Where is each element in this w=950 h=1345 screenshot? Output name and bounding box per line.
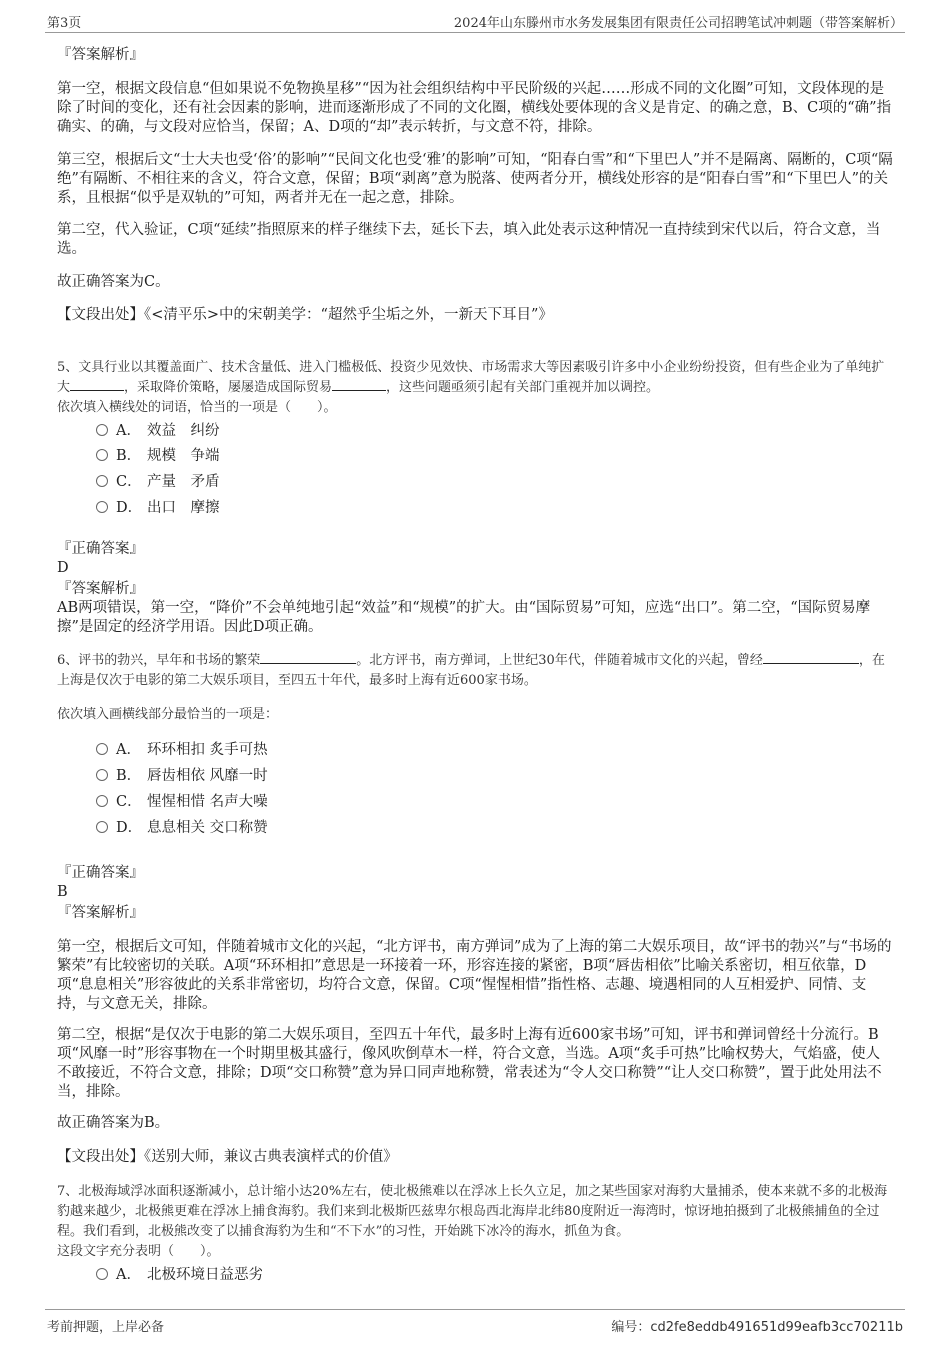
q6-stem-part-a: 6、评书的勃兴，早年和书场的繁荣 — [57, 653, 261, 668]
page-footer — [45, 1309, 905, 1334]
option-text: 息息相关 交口称赞 — [147, 820, 268, 836]
q6-option-a[interactable] — [96, 740, 268, 760]
option-letter: A． — [116, 742, 141, 758]
option-text: 出口 摩擦 — [147, 500, 220, 516]
page-header — [45, 10, 905, 33]
q5-stem — [57, 358, 895, 398]
option-letter: B． — [116, 768, 142, 784]
radio-icon[interactable] — [96, 743, 108, 755]
q6-option-d[interactable] — [96, 818, 268, 838]
q6-stem-part-b: 。北方评书，南方弹词，上世纪30年代，伴随着城市文化的兴起，曾经 — [356, 653, 763, 668]
q5-prompt: 依次填入横线处的词语，恰当的一项是（ ）。 — [57, 400, 337, 415]
q7-option-a[interactable] — [96, 1265, 263, 1285]
radio-icon[interactable] — [96, 449, 108, 461]
code-label: 编号： — [611, 1320, 651, 1335]
q5-stem-part-b: ，采取降价策略，屡屡造成国际贸易 — [124, 380, 333, 395]
q6-blank-2 — [763, 663, 859, 664]
radio-icon[interactable] — [96, 501, 108, 513]
q6-analysis-paragraph-2: 第二空，根据“是仅次于电影的第二大娱乐项目，至四五十年代，最多时上海有近600家书场”可知，评书和弹词曾经十分流行。B项“风靡一时”形容事物在一个时期里极其盛行，像风吹倒草木一样，符合文意，当选。A项“炙手可热”比喻权势大，气焰盛，使人不敢接近，不符合文意，排除；D项“交口称赞”意为异口同声地称赞，常表述为“令人交口称赞”“让人交口称赞”，置于此处用法不当，排除。 — [57, 1027, 882, 1100]
q4-analysis-paragraph-1: 第一空，根据文段信息“但如果说不免物换星移”“因为社会组织结构中平民阶级的兴起……形成不同的文化圈”可知，文段体现的是除了时间的变化，还有社会因素的影响，进而逐渐形成了不同的文化圈，横线处要体现的含义是肯定、的确之意，B、C项的“确”指确实、的确，与文段对应恰当，保留；A、D项的“却”表示转折，与文意不符，排除。 — [57, 81, 892, 135]
option-text: 环环相扣 炙手可热 — [147, 742, 268, 758]
q6-stem-part-c: ，在上海是仅次于电影的第二大娱乐项目，至四五十年代，最多时上海有近600家书场。 — [57, 653, 885, 688]
q4-analysis-label: 『答案解析』 — [57, 47, 144, 63]
q7-stem: 7、北极海域浮冰面积逐渐减小，总计缩小达20%左右，使北极熊难以在浮冰上长久立足，加之某些国家对海豹大量捕杀，使本来就不多的北极海豹越来越少，北极熊更难在浮冰上捕食海豹。我们来到北极斯匹兹卑尔根岛西北海岸北纬80度附近一海湾时，惊讶地拍摄到了北极熊捕鱼的全过程。我们看到，北极熊改变了以捕食海豹为生和“不下水”的习性，开始跳下冰冷的海水，抓鱼为食。 — [57, 1184, 888, 1239]
q5-analysis-label: 『答案解析』 — [57, 581, 144, 597]
q5-option-a[interactable] — [96, 421, 220, 441]
radio-icon[interactable] — [96, 769, 108, 781]
q6-option-c[interactable] — [96, 792, 268, 812]
q4-conclusion: 故正确答案为C。 — [57, 274, 170, 290]
q6-blank-1 — [260, 663, 356, 664]
option-text: 效益 纠纷 — [147, 423, 220, 439]
q5-stem-part-c: ，这些问题亟须引起有关部门重视并加以调控。 — [386, 380, 660, 395]
option-letter: B． — [116, 448, 142, 464]
q6-analysis-label: 『答案解析』 — [57, 905, 144, 921]
q6-stem — [57, 651, 895, 691]
q5-option-c[interactable] — [96, 472, 220, 492]
q6-prompt: 依次填入画横线部分最恰当的一项是： — [57, 707, 279, 722]
page-number: 第3页 — [47, 16, 82, 31]
option-text: 惺惺相惜 名声大噪 — [147, 794, 268, 810]
q6-option-b[interactable] — [96, 766, 268, 786]
radio-icon[interactable] — [96, 1268, 108, 1280]
option-letter: D． — [116, 820, 143, 836]
q6-conclusion: 故正确答案为B。 — [57, 1115, 170, 1131]
q4-analysis-paragraph-2: 第三空，根据后文“士大夫也受‘俗’的影响”“民间文化也受‘雅’的影响”可知，“阳春白雪”和“下里巴人”并不是隔离、隔断的，C项“隔绝”有隔断、不相往来的含义，符合文意，保留；B项“剥离”意为脱落、使两者分开，横线处形容的是“阳春白雪”和“下里巴人”的关系，且根据“似乎是双轨的”可知，两者并无在一起之意，排除。 — [57, 152, 893, 206]
q5-blank-1 — [70, 390, 124, 391]
q6-source: 【文段出处】《送别大师，兼议古典表演样式的价值》 — [57, 1149, 398, 1165]
radio-icon[interactable] — [96, 424, 108, 436]
q5-answer-label: 『正确答案』 — [57, 541, 144, 557]
q6-answer: B — [57, 884, 68, 900]
q5-blank-2 — [332, 390, 386, 391]
q5-option-b[interactable] — [96, 446, 220, 466]
radio-icon[interactable] — [96, 821, 108, 833]
q6-answer-label: 『正确答案』 — [57, 865, 144, 881]
option-letter: C． — [116, 474, 142, 490]
q6-analysis-paragraph-1: 第一空，根据后文可知，伴随着城市文化的兴起，“北方评书，南方弹词”成为了上海的第二大娱乐项目，故“评书的勃兴”与“书场的繁荣”有比较密切的关联。A项“环环相扣”意思是一环接着一环，形容连接的紧密，B项“唇齿相依”比喻关系密切，相互依靠，D项“息息相关”形容彼此的关系非常密切，均符合文意，保留。C项“惺惺相惜”指性格、志趣、境遇相同的人互相爱护、同情、支持，与文意无关，排除。 — [57, 939, 892, 1012]
q5-option-d[interactable] — [96, 498, 220, 518]
option-letter: D． — [116, 500, 143, 516]
q4-analysis-paragraph-3: 第二空，代入验证，C项“延续”指照原来的样子继续下去，延长下去，填入此处表示这种情况一直持续到宋代以后，符合文意，当选。 — [57, 222, 881, 257]
option-letter: A． — [116, 1267, 141, 1283]
document-title: 2024年山东滕州市水务发展集团有限责任公司招聘笔试冲刺题（带答案解析） — [453, 16, 903, 31]
radio-icon[interactable] — [96, 475, 108, 487]
option-text: 产量 矛盾 — [147, 474, 220, 490]
code-value: cd2fe8eddb491651d99eafb3cc70211b — [650, 1320, 903, 1335]
option-text: 北极环境日益恶劣 — [147, 1267, 263, 1283]
footer-slogan: 考前押题，上岸必备 — [47, 1320, 165, 1335]
q7-prompt: 这段文字充分表明（ ）。 — [57, 1244, 220, 1259]
document-code — [611, 1316, 903, 1335]
q5-answer: D — [57, 560, 69, 576]
option-letter: C． — [116, 794, 142, 810]
option-text: 规模 争端 — [147, 448, 220, 464]
q4-source: 【文段出处】《<清平乐>中的宋朝美学：“超然乎尘垢之外，一新天下耳目”》 — [57, 307, 553, 323]
q5-analysis: AB两项错误，第一空，“降价”不会单纯地引起“效益”和“规模”的扩大。由“国际贸易”可知，应选“出口”。第二空，“国际贸易摩擦”是固定的经济学用语。因此D项正确。 — [57, 600, 871, 635]
option-text: 唇齿相依 风靡一时 — [147, 768, 268, 784]
option-letter: A． — [116, 423, 141, 439]
radio-icon[interactable] — [96, 795, 108, 807]
q5-stem-part-a: 5、文具行业以其覆盖面广、技术含量低、进入门槛极低、投资少见效快、市场需求大等因素吸引许多中小企业纷纷投资，但有些企业为了单纯扩大 — [57, 360, 885, 395]
